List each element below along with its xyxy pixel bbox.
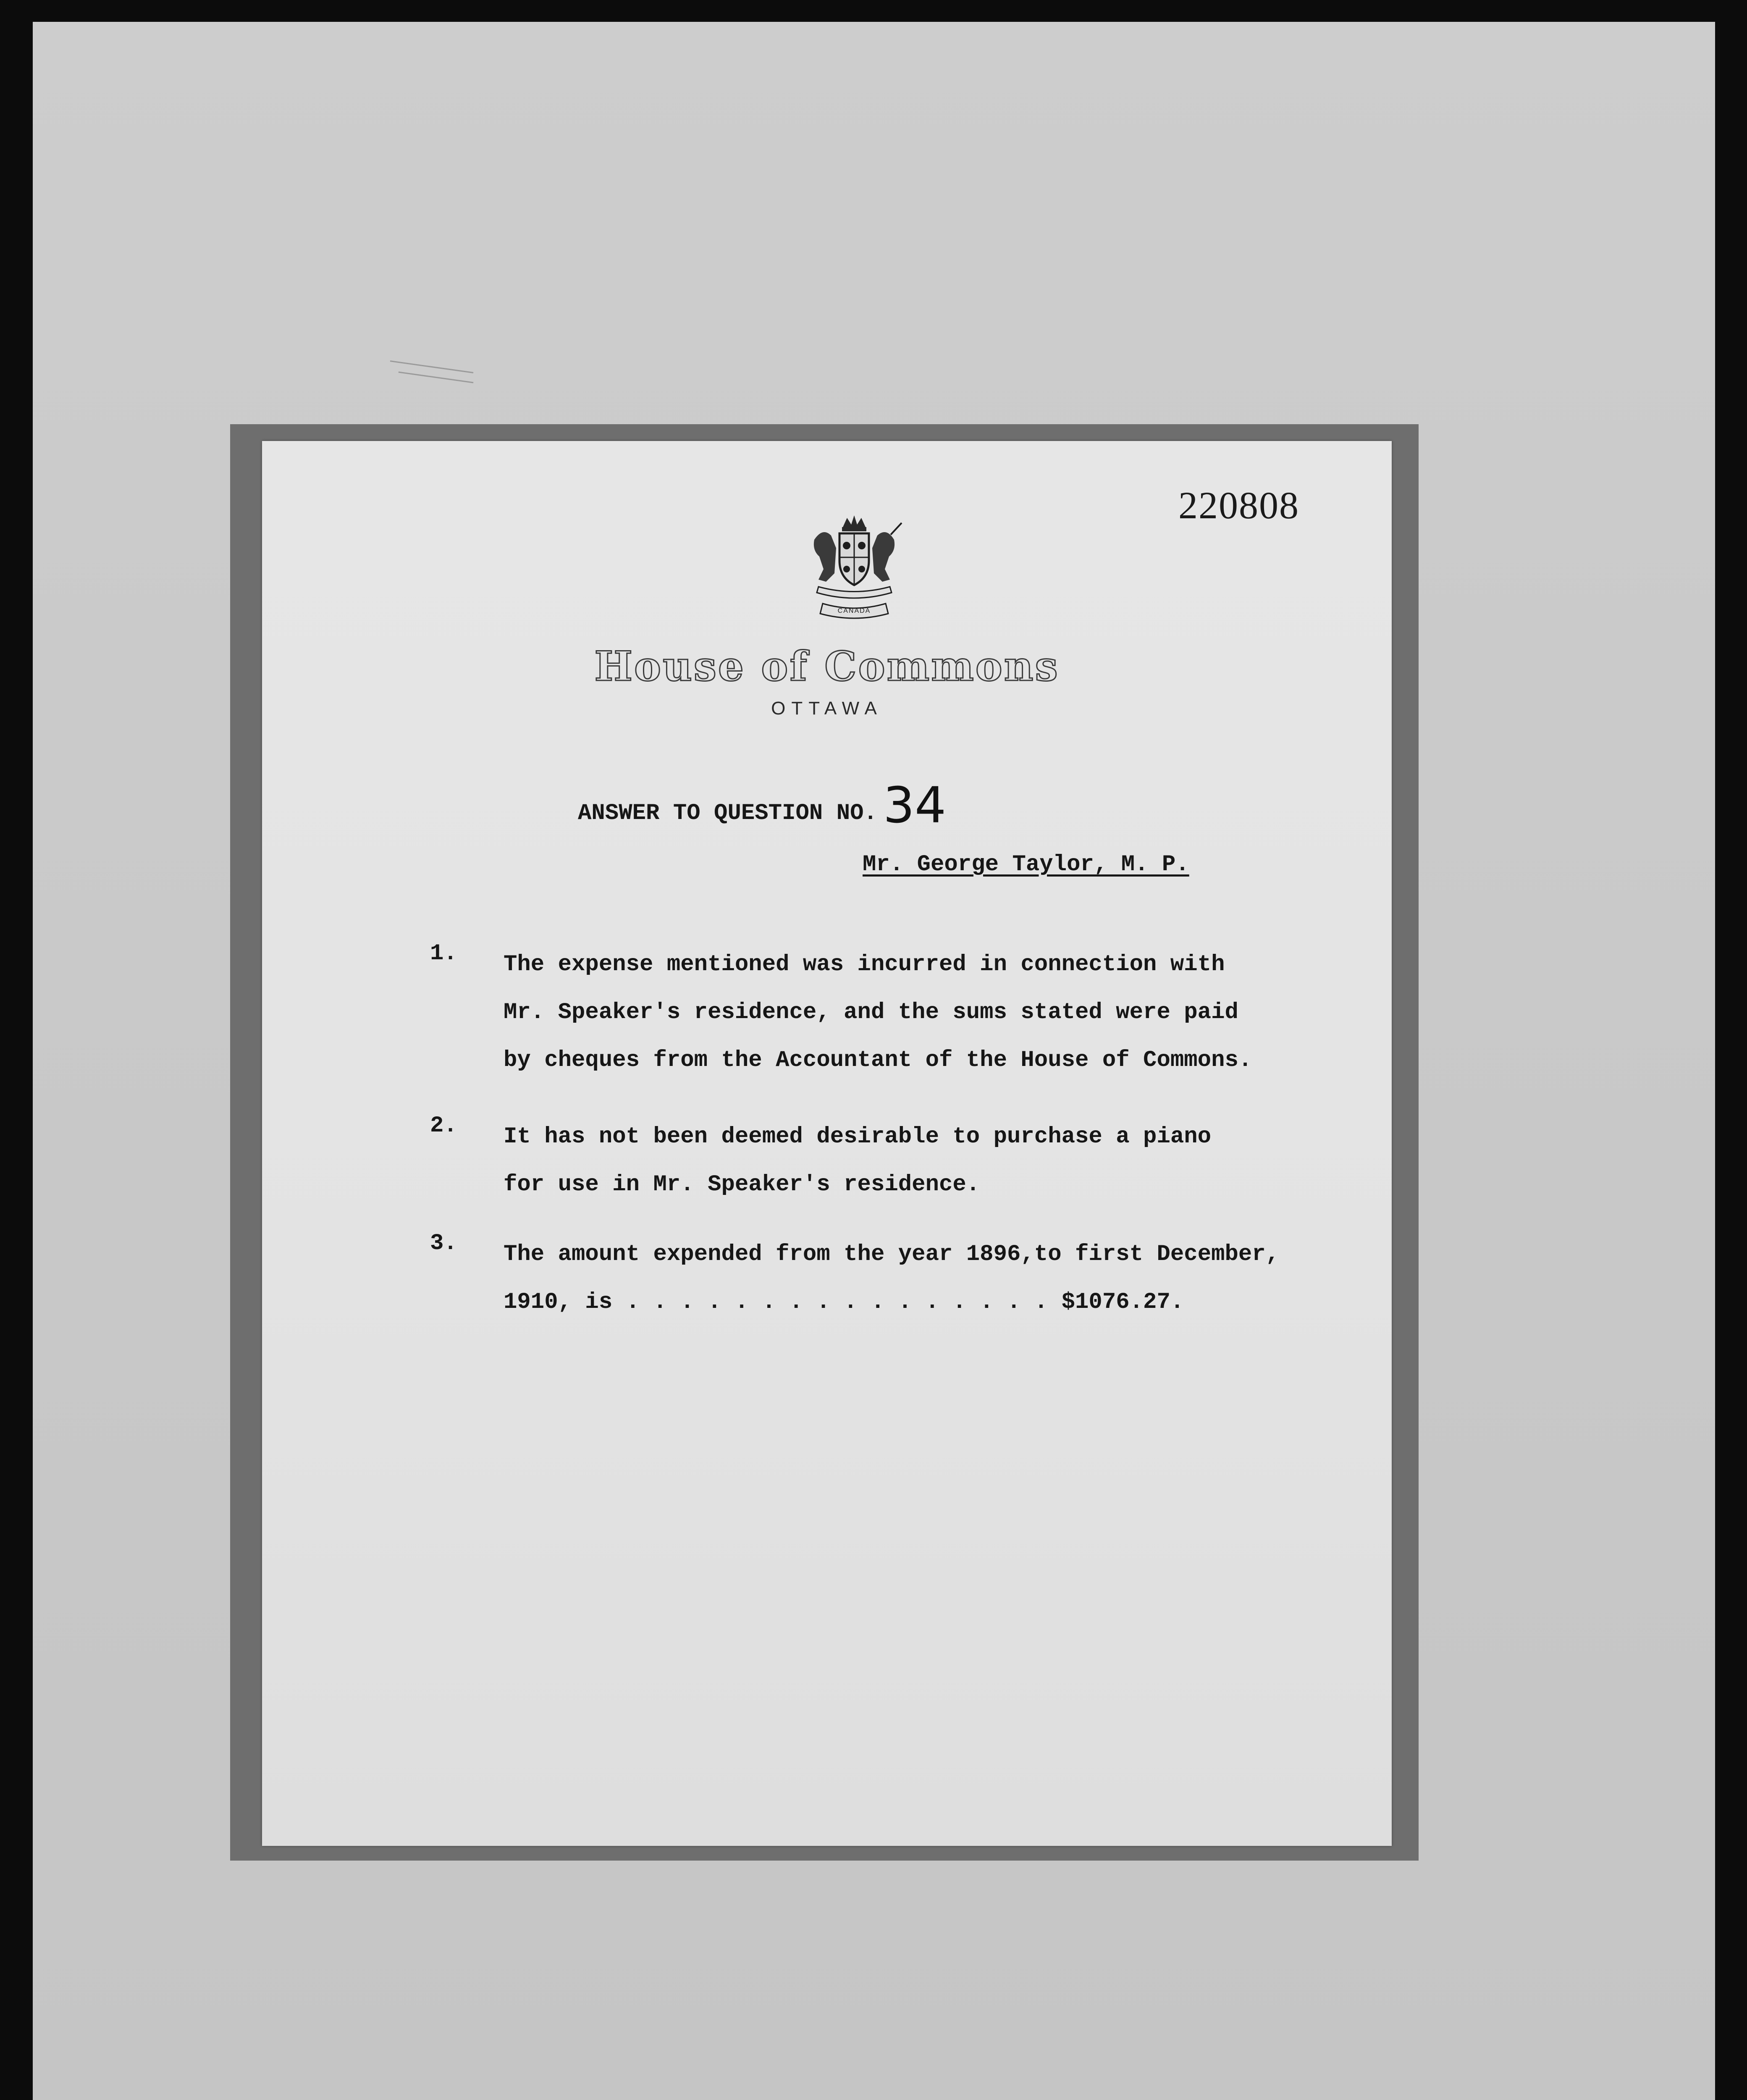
- item-line: The amount expended from the year 1896,to first December,: [504, 1242, 1280, 1267]
- letterhead-title: House of Commons: [594, 643, 1060, 690]
- reference-number: 220808: [1178, 484, 1299, 527]
- question-label: ANSWER TO QUESTION NO.: [578, 801, 877, 826]
- item-line: The expense mentioned was incurred in connection with: [504, 952, 1225, 977]
- addressee: Mr. George Taylor, M. P.: [863, 852, 1189, 877]
- item-line: for use in Mr. Speaker's residence.: [504, 1172, 980, 1197]
- coat-of-arms-icon: [789, 510, 919, 624]
- letterhead-city: OTTAWA: [771, 698, 883, 719]
- answer-item: [430, 1231, 1280, 1333]
- document-page: [262, 441, 1392, 1846]
- scratch-mark: [390, 360, 473, 373]
- item-line: 1910, is . . . . . . . . . . . . . . . . $1076.27.: [504, 1289, 1184, 1315]
- answer-item: [430, 1113, 1212, 1215]
- answer-item: [430, 941, 1252, 1073]
- item-line: It has not been deemed desirable to purchase a piano: [504, 1124, 1212, 1150]
- crest-motto: CANADA: [837, 607, 871, 614]
- item-number: 3.: [430, 1231, 457, 1256]
- item-text: [504, 1231, 1279, 1326]
- item-line: by cheques from the Accountant of the House of Commons.: [504, 1047, 1252, 1073]
- item-text: [504, 941, 1252, 1084]
- question-heading: [578, 773, 947, 834]
- question-number: 34: [883, 776, 947, 834]
- item-number: 1.: [430, 941, 457, 966]
- item-number: 2.: [430, 1113, 457, 1139]
- scratch-mark: [399, 371, 474, 383]
- item-line: Mr. Speaker's residence, and the sums stated were paid: [504, 1000, 1238, 1025]
- item-text: [504, 1113, 1211, 1209]
